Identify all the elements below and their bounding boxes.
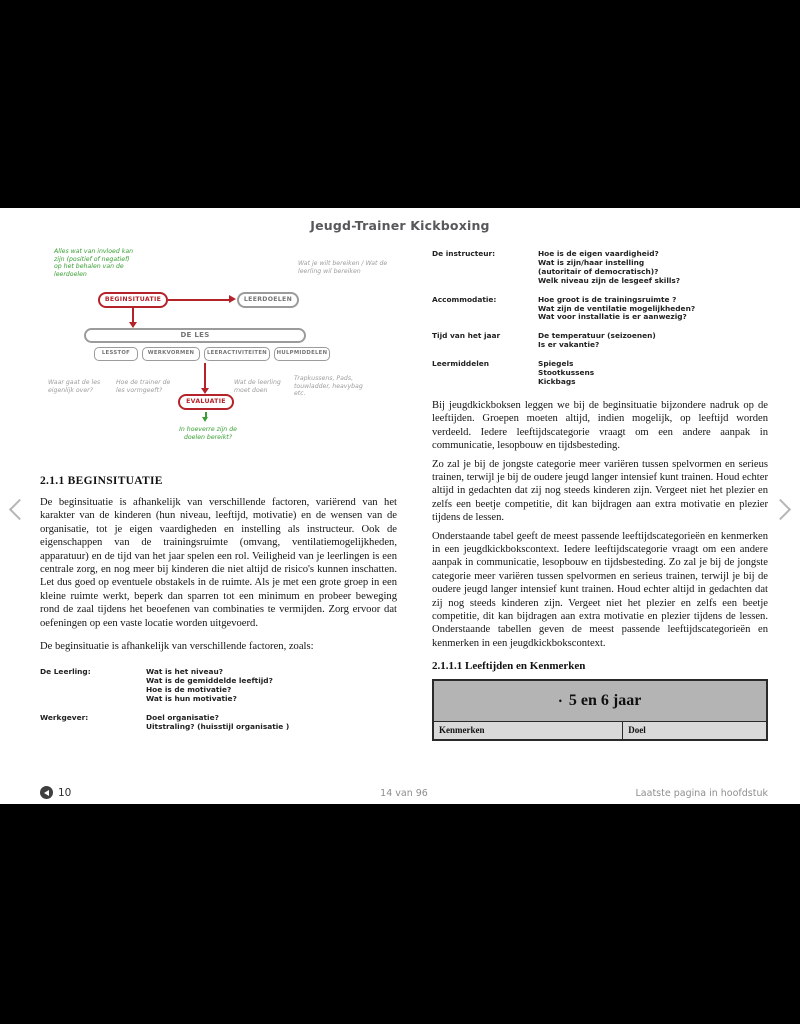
history-icon <box>40 786 53 799</box>
document-spread <box>0 208 800 804</box>
diagram-box-leerdoelen: LEERDOELEN <box>237 292 299 308</box>
factor-line: De temperatuur (seizoenen) <box>538 331 656 341</box>
factor-label: De Leerling: <box>40 667 91 677</box>
age-table <box>432 679 768 741</box>
diagram-line-vertical-1 <box>132 308 134 323</box>
factor-lines <box>146 668 397 704</box>
subsection-heading: 2.1.1.1 Leeftijden en Kenmerken <box>432 660 586 673</box>
factor-lines <box>538 332 768 350</box>
factor-group-tijd <box>432 332 768 350</box>
diagram-line-horizontal <box>168 299 230 301</box>
history-page-number: 10 <box>58 786 72 799</box>
age-table-title-text: 5 en 6 jaar <box>568 692 642 710</box>
factor-group-werkgever <box>40 714 397 732</box>
chevron-left-icon <box>9 499 30 520</box>
reader-footer <box>40 786 768 802</box>
diagram-note-leeractiviteiten: Wat de leerling moet doen <box>234 379 281 394</box>
section-heading: 2.1.1 BEGINSITUATIE <box>40 475 163 487</box>
age-table-col-kenmerken: Kenmerken <box>434 722 623 739</box>
factor-group-instructeur <box>432 250 768 286</box>
paragraph-4: Zo zal je bij de jongste categorie meer variëren tussen spelvormen en serieus trainen, terwijl je bij de oudere jeugd langer intensief kunt trainen. Houd echter altijd in gedachten dat zij nog steeds kinderen zijn. Vergeet niet het plezier en zelfs een beetje competitie, dit kan bijdragen aan extra motivatie en plezier tijdens de lessen. <box>432 458 768 524</box>
age-table-header-row <box>434 721 766 739</box>
diagram-note-werkvormen: Hoe de trainer de les vormgeeft? <box>116 379 171 394</box>
chapter-status-label: Laatste pagina in hoofdstuk <box>635 788 768 799</box>
factor-line: Uitstraling? (huisstijl organisatie ) <box>146 722 290 731</box>
factor-line: Spiegels <box>538 359 574 369</box>
lesson-structure-diagram <box>40 246 397 468</box>
factor-line: Wat zijn de ventilatie mogelijkheden? <box>538 303 696 313</box>
factor-lines <box>538 250 768 286</box>
diagram-arrowhead-right-icon <box>229 295 236 303</box>
factor-group-accommodatie <box>432 296 768 323</box>
factor-line: Wat is het niveau? <box>146 667 224 677</box>
factor-line: Hoe is de eigen vaardigheid? <box>538 249 659 258</box>
factor-group-leerling <box>40 668 397 704</box>
factor-lines <box>146 714 397 732</box>
next-page-button[interactable] <box>770 490 796 532</box>
left-arrow-icon <box>44 790 49 796</box>
factor-line: (autoritair of democratisch)? <box>538 266 659 276</box>
factor-line: Wat voor installatie is er aanwezig? <box>538 312 687 322</box>
diagram-line-vertical-2 <box>204 363 206 389</box>
factor-lines <box>538 296 768 323</box>
paragraph-3: Bij jeugdkickboksen leggen we bij de beginsituatie bijzondere nadruk op de leeftijden. Groepen moeten altijd, indien mogelijk, op leeftijd worden verdeeld. Iedere leeftijdscategorie vraagt om een andere aanpak in communicatie, lesopbouw en tijdsbesteding. <box>432 399 768 452</box>
page-indicator: 14 van 96 <box>380 788 428 799</box>
factor-line: Wat is de gemiddelde leeftijd? <box>146 676 273 686</box>
diagram-note-goals: Wat je wilt bereiken / Wat de leerling wil bereiken <box>298 260 388 275</box>
factor-label: De instructeur: <box>432 249 496 258</box>
left-page <box>40 246 397 742</box>
paragraph-1: De beginsituatie is afhankelijk van verschillende factoren, variërend van het karakter van de kinderen (hun niveau, leeftijd, motivatie) en de wensen van de organisatie, tot je eigen vaardigheden en instelling als instructeur. Ook de eigenschappen van de trainingsruimte (omvang, ventilatiemogelijkheden, apparatuur) en de tijd van het jaar spelen een rol. Veiligheid van je leerlingen is een centrale zorg, en nog meer bij kinderen die niet altijd de risico's kunnen inschatten. Let dus goed op eventuele obstakels in de ruimte. Als je met een grote groep in een kleine ruimte werkt, beperk dan sparren tot een minimum en probeer beweging rond de zaal tijdens het beoefenen van combinaties te vermijden. Zorg ervoor dat oefeningen op een vaste locatie worden uitgevoerd. <box>40 497 397 629</box>
diagram-box-de-les: DE LES <box>84 328 306 343</box>
factor-lines <box>538 360 768 387</box>
factor-line: Hoe groot is de trainingsruimte ? <box>538 294 677 304</box>
diagram-note-hulpmiddelen: Trapkussens, Pads, touwladder, heavybag etc. <box>294 375 363 397</box>
paragraph-5: Onderstaande tabel geeft de meest passende leeftijdscategorieën en kenmerken in een jeugdkickbokscontext. Iedere leeftijdscategorie vraagt om een andere aanpak in communicatie, lesopbouw en tijdsbesteding. Zo zal je bij de jongste categorie meer variëren tussen spelvormen en serieus trainen, terwijl je bij de oudere jeugd langer intensief kunt trainen. Houd echter altijd in gedachten dat zij nog steeds kinderen zijn. Vergeet niet het plezier en zelfs een beetje competitie, dit kan bijdragen aan extra motivatie en plezier tijdens de lessen. Onderstaande tabellen geven de meest passende leeftijdscategorieën en kenmerken in een jeugdkickbokscontext. <box>432 530 768 649</box>
diagram-green-arrowhead-icon <box>202 417 208 422</box>
diagram-box-lesstof: LESSTOF <box>94 347 138 361</box>
factors-list-left <box>40 668 397 731</box>
age-table-title <box>434 681 766 721</box>
diagram-box-evaluatie: EVALUATIE <box>178 394 234 410</box>
diagram-note-evaluatie: In hoeverre zijn de doelen bereikt? <box>179 426 237 441</box>
factor-line: Is er vakantie? <box>538 340 600 350</box>
factor-line: Hoe is de motivatie? <box>146 685 232 695</box>
factor-line: Wat is hun motivatie? <box>146 694 237 704</box>
diagram-box-leeractiviteiten: LEERACTIVITEITEN <box>204 347 270 361</box>
chevron-right-icon <box>770 499 791 520</box>
factor-label: Leermiddelen <box>432 359 490 369</box>
document-header-title: Jeugd-Trainer Kickboxing <box>310 218 490 233</box>
back-to-page-button[interactable] <box>40 786 71 799</box>
diagram-box-werkvormen: WERKVORMEN <box>142 347 200 361</box>
factor-line: Wat is zijn/haar instelling <box>538 257 645 267</box>
factor-group-leermiddelen <box>432 360 768 387</box>
factor-line: Welk niveau zijn de lesgeef skills? <box>538 275 681 285</box>
paragraph-2: De beginsituatie is afhankelijk van verschillende factoren, zoals: <box>40 641 314 653</box>
factor-line: Stootkussens <box>538 368 595 378</box>
bullet-icon: • <box>558 696 562 707</box>
diagram-box-beginsituatie: BEGINSITUATIE <box>98 292 168 308</box>
diagram-note-lesstof: Waar gaat de les eigenlijk over? <box>48 379 101 394</box>
age-table-col-doel: Doel <box>628 725 646 736</box>
diagram-note-influences: Alles wat van invloed kan zijn (positief of negatief) op het behalen van de leerdoelen <box>54 248 134 278</box>
prev-page-button[interactable] <box>4 490 30 532</box>
diagram-box-hulpmiddelen: HULPMIDDELEN <box>274 347 330 361</box>
factor-label: Tijd van het jaar <box>432 331 501 341</box>
factor-label: Werkgever: <box>40 713 89 723</box>
factor-line: Kickbags <box>538 376 576 386</box>
factor-line: Doel organisatie? <box>146 713 219 723</box>
factor-label: Accommodatie: <box>432 294 497 304</box>
factors-list-right <box>432 250 768 387</box>
right-page <box>432 246 768 741</box>
